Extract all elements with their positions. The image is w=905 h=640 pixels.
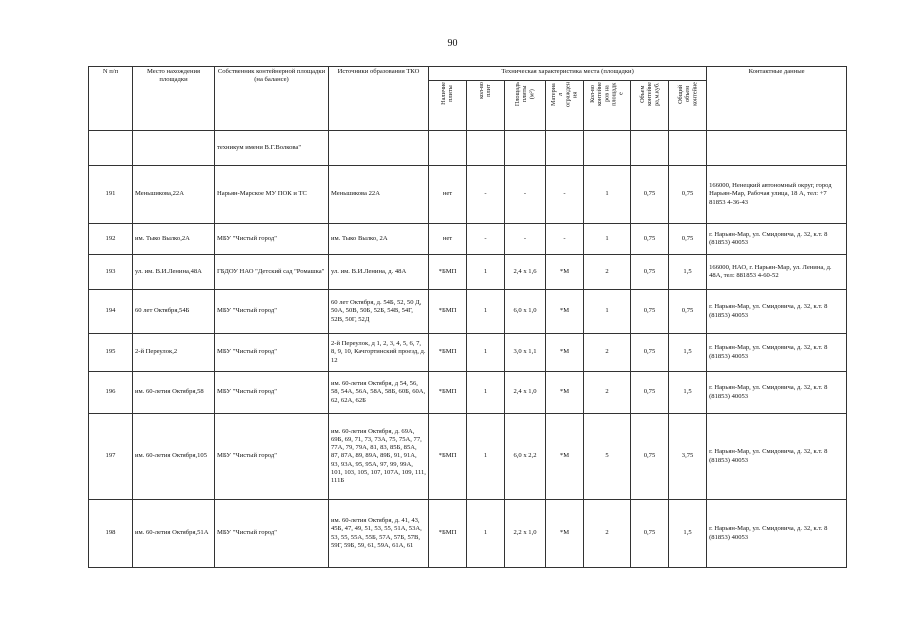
cell-container-volume: 0,75: [631, 166, 669, 224]
cell-plate-area: -: [505, 166, 546, 224]
table-row: [89, 255, 847, 290]
cell-location: им. Тыко Вылко,2А: [133, 224, 215, 255]
cell-contacts: г. Нарьян-Мар, ул. Смидовича, д. 32, к.т. 8 (81853) 40053: [707, 334, 847, 372]
carry-owner-tail: техникум имени В.Г.Волкова": [215, 131, 329, 166]
cell-sources: Меньшикова 22А: [329, 166, 429, 224]
cell-fence: *М: [546, 290, 584, 334]
cell-containers-count: 1: [584, 224, 631, 255]
cell-sources: им. Тыко Вылко, 2А: [329, 224, 429, 255]
cell-num: 196: [89, 372, 133, 414]
cell-num: 197: [89, 414, 133, 500]
cell-plate-area: -: [505, 224, 546, 255]
cell-plate-area: 2,2 х 1,0: [505, 500, 546, 568]
cell-sources: им. 60-летия Октября, д 54, 56, 58, 54А, 56А, 58А, 58Б, 60Б, 60А, 62, 62А, 62Б: [329, 372, 429, 414]
table-row: [89, 414, 847, 500]
cell-fence: *М: [546, 255, 584, 290]
cell-num: 192: [89, 224, 133, 255]
cell-container-volume: 0,75: [631, 224, 669, 255]
cell-plates-count: 1: [467, 414, 505, 500]
cell-fence: *М: [546, 500, 584, 568]
cell-owner: МБУ "Чистый город": [215, 334, 329, 372]
header-owner: Собственник контейнерной площадки (на балансе): [215, 67, 329, 131]
table-row: [89, 224, 847, 255]
cell-plate: *БМП: [429, 500, 467, 568]
cell-plates-count: 1: [467, 290, 505, 334]
cell-container-volume: 0,75: [631, 334, 669, 372]
cell-total-volume: 1,5: [669, 255, 707, 290]
cell-containers-count: 2: [584, 500, 631, 568]
cell-fence: *М: [546, 414, 584, 500]
header-contacts: Контактные данные: [707, 67, 847, 131]
cell-plate: *БМП: [429, 255, 467, 290]
cell-plates-count: 1: [467, 500, 505, 568]
cell-num: 193: [89, 255, 133, 290]
carry-over-row: [89, 131, 847, 166]
cell-plates-count: 1: [467, 334, 505, 372]
table-row: [89, 166, 847, 224]
cell-total-volume: 1,5: [669, 372, 707, 414]
header-containers-count: Кол-во контейне ров на площадк е: [584, 81, 631, 131]
cell-container-volume: 0,75: [631, 255, 669, 290]
cell-container-volume: 0,75: [631, 500, 669, 568]
cell-total-volume: 0,75: [669, 224, 707, 255]
cell-contacts: 166000, НАО, г. Нарьян-Мар, ул. Ленина, д. 48А, тел: 881853 4-60-52: [707, 255, 847, 290]
cell-total-volume: 1,5: [669, 334, 707, 372]
container-sites-table: [88, 66, 847, 568]
table-row: [89, 372, 847, 414]
table-row: [89, 500, 847, 568]
cell-owner: МБУ "Чистый город": [215, 414, 329, 500]
cell-location: им. 60-летия Октября,58: [133, 372, 215, 414]
cell-container-volume: 0,75: [631, 372, 669, 414]
cell-location: 2-й Переулок,2: [133, 334, 215, 372]
page-number: 90: [447, 38, 458, 49]
cell-plate: нет: [429, 224, 467, 255]
cell-plates-count: -: [467, 166, 505, 224]
cell-owner: ГБДОУ НАО "Детский сад "Ромашка": [215, 255, 329, 290]
header-plate: Наличие плиты: [429, 81, 467, 131]
cell-sources: ул. им. В.И.Ленина, д. 48А: [329, 255, 429, 290]
cell-fence: -: [546, 166, 584, 224]
cell-plates-count: 1: [467, 255, 505, 290]
cell-owner: МБУ "Чистый город": [215, 224, 329, 255]
cell-fence: *М: [546, 334, 584, 372]
cell-plate-area: 3,0 х 1,1: [505, 334, 546, 372]
cell-total-volume: 0,75: [669, 166, 707, 224]
cell-total-volume: 3,75: [669, 414, 707, 500]
cell-location: Меньшикова,22А: [133, 166, 215, 224]
cell-containers-count: 2: [584, 372, 631, 414]
cell-location: 60 лет Октября,54Б: [133, 290, 215, 334]
cell-fence: -: [546, 224, 584, 255]
cell-plate-area: 2,4 х 1,6: [505, 255, 546, 290]
cell-location: им. 60-летия Октября,105: [133, 414, 215, 500]
table-row: [89, 290, 847, 334]
cell-plate-area: 6,0 х 1,0: [505, 290, 546, 334]
cell-num: 194: [89, 290, 133, 334]
cell-num: 198: [89, 500, 133, 568]
cell-plates-count: 1: [467, 372, 505, 414]
cell-containers-count: 5: [584, 414, 631, 500]
cell-contacts: г. Нарьян-Мар, ул. Смидовича, д. 32, к.т. 8 (81853) 40053: [707, 290, 847, 334]
cell-plate: *БМП: [429, 290, 467, 334]
cell-total-volume: 0,75: [669, 290, 707, 334]
header-num: N п/п: [89, 67, 133, 131]
cell-sources: им. 60-летия Октября, д. 41, 43, 45Б, 47, 49, 51, 53, 55, 51А, 53А, 53, 55, 55А, 55Б, 57А, 57Б, 57В, 59Г, 59Б, 59, 61, 59А, 61А, 61: [329, 500, 429, 568]
cell-plate: *БМП: [429, 334, 467, 372]
cell-sources: 60 лет Октября, д. 54Б, 52, 50 Д, 50А, 50В, 50Б, 52Б, 54В, 54Г, 52В, 50Г, 52Д: [329, 290, 429, 334]
cell-containers-count: 1: [584, 166, 631, 224]
header-total-volume: Общий объем контейне: [669, 81, 707, 131]
cell-location: им. 60-летия Октября,51А: [133, 500, 215, 568]
cell-contacts: 166000, Ненецкий автономный округ, город Нарьян-Мар, Рабочая улица, 18 А, тел: +7 81853 4-36-43: [707, 166, 847, 224]
cell-fence: *М: [546, 372, 584, 414]
cell-containers-count: 2: [584, 334, 631, 372]
header-sources: Источники образования ТКО: [329, 67, 429, 131]
cell-container-volume: 0,75: [631, 414, 669, 500]
cell-contacts: г. Нарьян-Мар, ул. Смидовича, д. 32, к.т. 8 (81853) 40053: [707, 500, 847, 568]
header-plate-area: Площадь плиты (м²): [505, 81, 546, 131]
cell-contacts: г. Нарьян-Мар, ул. Смидовича, д. 32, к.т. 8 (81853) 40053: [707, 414, 847, 500]
cell-num: 191: [89, 166, 133, 224]
cell-location: ул. им. В.И.Ленина,48А: [133, 255, 215, 290]
cell-total-volume: 1,5: [669, 500, 707, 568]
cell-owner: МБУ "Чистый город": [215, 290, 329, 334]
cell-contacts: г. Нарьян-Мар, ул. Смидовича, д. 32, к.т. 8 (81853) 40053: [707, 372, 847, 414]
cell-sources: им. 60-летия Октября, д. 69А, 69Б, 69, 71, 73, 73А, 75, 75А, 77, 77А, 79, 79А, 81, 83, 85Б, 85А, 87, 87А, 89, 89А, 89Б, 91, 91А, 93, 93А, 95, 95А, 97, 99, 99А, 101, 103, 105, 107, 107А, 109, 111, 111Б: [329, 414, 429, 500]
cell-containers-count: 1: [584, 290, 631, 334]
cell-sources: 2-й Переулок, д 1, 2, 3, 4, 5, 6, 7, 8, 9, 10, Качгортинский проезд, д. 12: [329, 334, 429, 372]
header-tech: Техническая характеристика места (площадки): [429, 67, 707, 81]
cell-owner: МБУ "Чистый город": [215, 500, 329, 568]
cell-plate: *БМП: [429, 414, 467, 500]
cell-containers-count: 2: [584, 255, 631, 290]
cell-owner: Нарьян-Марское МУ ПОК и ТС: [215, 166, 329, 224]
cell-num: 195: [89, 334, 133, 372]
cell-plate: нет: [429, 166, 467, 224]
header-plates-count: кол-во плит: [467, 81, 505, 131]
header-fence: Материа л огражден ия: [546, 81, 584, 131]
cell-plate-area: 2,4 х 1,0: [505, 372, 546, 414]
header-container-volume: Объем контейне ра,м.куб.: [631, 81, 669, 131]
cell-plates-count: -: [467, 224, 505, 255]
cell-owner: МБУ "Чистый город": [215, 372, 329, 414]
cell-contacts: г. Нарьян-Мар, ул. Смидовича, д. 32, к.т. 8 (81853) 40053: [707, 224, 847, 255]
cell-container-volume: 0,75: [631, 290, 669, 334]
header-location: Место нахождения площадки: [133, 67, 215, 131]
cell-plate-area: 6,0 х 2,2: [505, 414, 546, 500]
cell-plate: *БМП: [429, 372, 467, 414]
table-row: [89, 334, 847, 372]
